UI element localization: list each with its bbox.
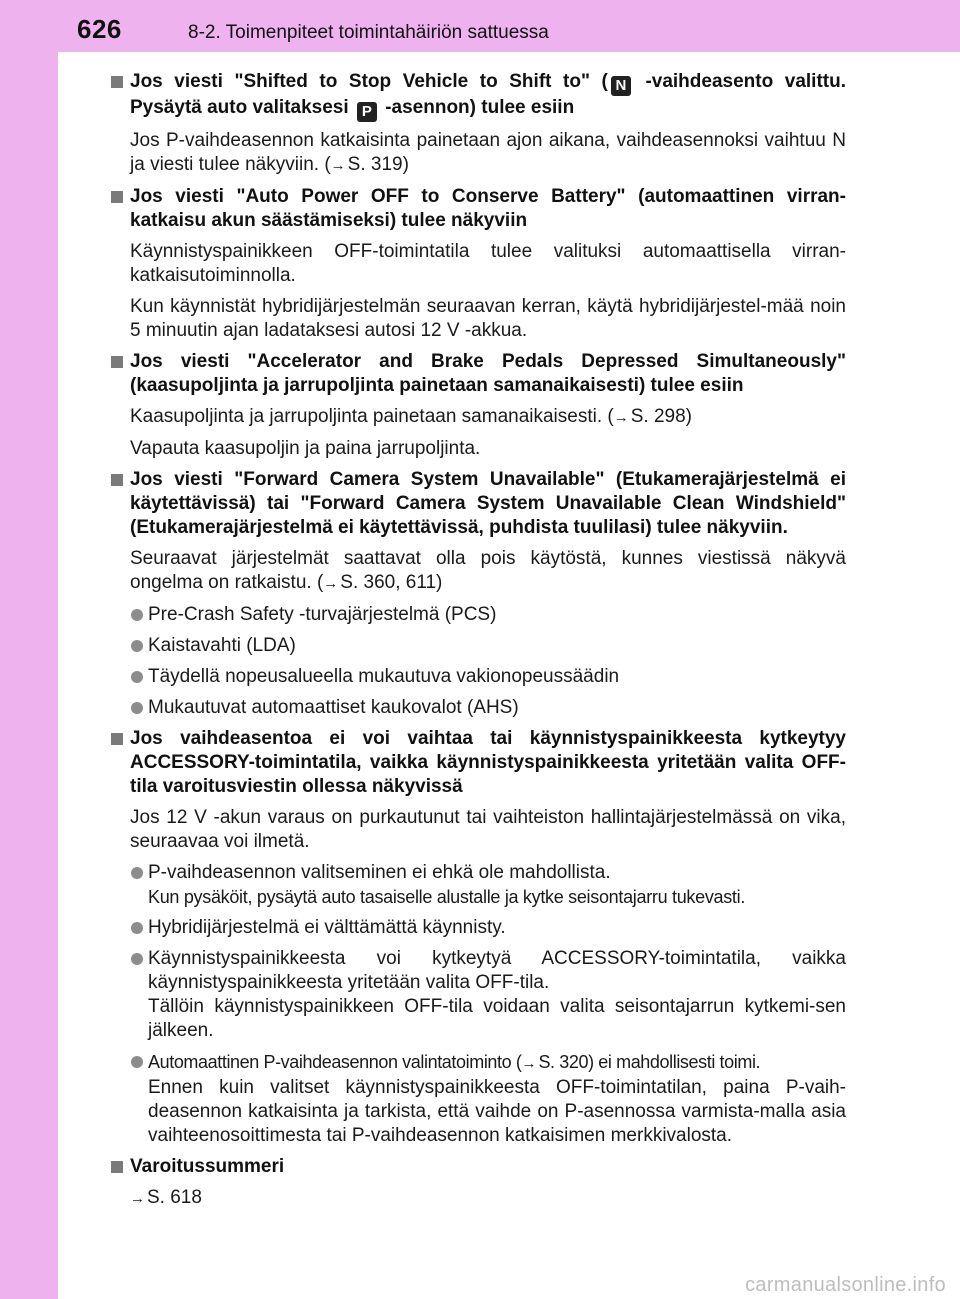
section-heading: Jos viesti "Shifted to Stop Vehicle to Shift to" ( N -vaihdeasento valittu. Pysäytä auto valitaksesi P -asennon) tulee esiin: [110, 70, 846, 122]
section-auto-power-off: [110, 185, 846, 343]
round-bullet-icon: [131, 1056, 143, 1068]
square-bullet-icon: [111, 733, 123, 745]
list-item: P-vaihdeasennon valitseminen ei ehkä ole mahdollista. Kun pysäköit, pysäytä auto tasaiselle alustalle ja kytke seisontajarru tukevasti.: [110, 861, 846, 909]
list-item: Hybridijärjestelmä ei välttämättä käynnisty.: [110, 916, 846, 940]
list-item: Kaistavahti (LDA): [110, 634, 846, 658]
round-bullet-icon: [131, 867, 143, 879]
list-item: Käynnistyspainikkeesta voi kytkeytyä ACCESSORY-toimintatila, vaikka käynnistyspainikkeesta yritetään valita OFF-tila. Tällöin käynnistyspainikkeen OFF-tila voidaan valita seisontajarrun kytkemi-sen jälkeen.: [110, 947, 846, 1043]
page-reference-link[interactable]: S. 360, 611): [340, 572, 443, 593]
page-reference-link[interactable]: S. 320) ei mahdollisesti toimi.: [538, 1052, 761, 1072]
section-warning-buzzer: [110, 1155, 846, 1211]
square-bullet-icon: [111, 474, 123, 486]
side-color-band: [0, 0, 58, 1299]
arrow-right-icon: →: [323, 575, 339, 592]
page-content: [110, 70, 846, 1211]
list-item-note: Kun pysäköit, pysäytä auto tasaiselle alustalle ja kytke seisontajarru tukevasti.: [148, 887, 746, 907]
paragraph: Kun käynnistät hybridijärjestelmän seuraavan kerran, käytä hybridijärjestel-mää noin 5 minuutin ajan ladataksesi autosi 12 V -akkua.: [130, 296, 846, 341]
round-bullet-icon: [131, 609, 143, 621]
page-reference-link[interactable]: S. 618: [147, 1187, 202, 1208]
watermark: carmanualsonline.info: [745, 1274, 946, 1296]
section-title: 8-2. Toimenpiteet toimintahäiriön sattuessa: [188, 22, 549, 43]
round-bullet-icon: [131, 671, 143, 683]
section-gear-shift-problem: [110, 727, 846, 1148]
round-bullet-icon: [131, 922, 143, 934]
arrow-right-icon: →: [613, 409, 629, 426]
arrow-right-icon: →: [330, 157, 346, 174]
list-item-note: Tällöin käynnistyspainikkeen OFF-tila voidaan valita seisontajarrun kytkemi-sen jälkeen.: [148, 996, 846, 1041]
square-bullet-icon: [111, 76, 123, 88]
paragraph: Jos P-vaihdeasennon katkaisinta painetaan ajon aikana, vaihdeasennoksi vaihtuu N ja viesti tulee näkyviin. (→ S. 319): [130, 130, 846, 175]
section-heading: Varoitussummeri: [110, 1155, 846, 1179]
round-bullet-icon: [131, 640, 143, 652]
paragraph: Kaasupoljinta ja jarrupoljinta painetaan samanaikaisesti. (→ S. 298): [130, 406, 692, 427]
round-bullet-icon: [131, 953, 143, 965]
list-item: Täydellä nopeusalueella mukautuva vakionopeussäädin: [110, 665, 846, 689]
paragraph: Käynnistyspainikkeen OFF-toimintatila tulee valituksi automaattisella virran-katkaisutoiminnolla.: [130, 241, 846, 286]
list-item: Pre-Crash Safety -turvajärjestelmä (PCS): [110, 603, 846, 627]
page-number: 626: [77, 14, 122, 44]
section-heading: Jos viesti "Accelerator and Brake Pedals Depressed Simultaneously" (kaasupoljinta ja jarrupoljinta painetaan samanaikaisesti) tulee esiin: [110, 350, 846, 398]
page-reference-link[interactable]: S. 298): [630, 406, 692, 427]
section-heading: Jos viesti "Forward Camera System Unavailable" (Etukamerajärjestelmä ei käytettävissä) tai "Forward Camera System Unavailable Clean Windshield" (Etukamerajärjestelmä ei käytettävissä, puhdista tuulilasi) tulee näkyviin.: [110, 468, 846, 540]
section-heading: Jos viesti "Auto Power OFF to Conserve Battery" (automaattinen virran-katkaisu akun säästämiseksi) tulee näkyviin: [110, 185, 846, 233]
list-item: Mukautuvat automaattiset kaukovalot (AHS): [110, 696, 846, 720]
list-item-note: Ennen kuin valitset käynnistyspainikkeesta OFF-toimintatilan, paina P-vaih-deasennon katkaisinta ja tarkista, että vaihde on P-asennossa varmista-malla asia vaihteenosoittimesta tai P-vaihdeasennon katkaisimen merkkivalosta.: [148, 1077, 846, 1146]
section-forward-camera: [110, 468, 846, 720]
paragraph: Seuraavat järjestelmät saattavat olla pois käytöstä, kunnes viestissä näkyvä ongelma on ratkaistu. (→ S. 360, 611): [130, 548, 846, 593]
gear-p-icon: P: [357, 102, 377, 122]
paragraph: [110, 1186, 846, 1211]
paragraph: Vapauta kaasupoljin ja paina jarrupoljinta.: [130, 438, 481, 459]
page-reference-link[interactable]: S. 319): [347, 154, 409, 175]
square-bullet-icon: [111, 356, 123, 368]
round-bullet-icon: [131, 702, 143, 714]
paragraph: Jos 12 V -akun varaus on purkautunut tai vaihteiston hallintajärjestelmässä on vika, seuraavaa voi ilmetä.: [130, 807, 846, 852]
section-heading: Jos vaihdeasentoa ei voi vaihtaa tai käynnistyspainikkeesta kytkeytyy ACCESSORY-toimintatila, vaikka käynnistyspainikkeesta yritetään valita OFF-tila varoitusviestin ollessa näkyvissä: [110, 727, 846, 799]
arrow-right-icon: →: [130, 1190, 145, 1207]
section-shifted-to: [110, 70, 846, 178]
square-bullet-icon: [111, 1161, 123, 1173]
gear-n-icon: N: [611, 76, 631, 96]
section-pedals: [110, 350, 846, 461]
square-bullet-icon: [111, 191, 123, 203]
list-item: Automaattinen P-vaihdeasennon valintatoiminto (→ S. 320) ei mahdollisesti toimi. Ennen kuin valitset käynnistyspainikkeesta OFF-toimintatilan, paina P-vaih-deasennon katkaisinta ja tarkista, että vaihde on P-asennossa varmista-malla asia vaihteenosoittimesta tai P-vaihdeasennon katkaisimen merkkivalosta.: [110, 1050, 846, 1148]
arrow-right-icon: →: [521, 1055, 537, 1072]
